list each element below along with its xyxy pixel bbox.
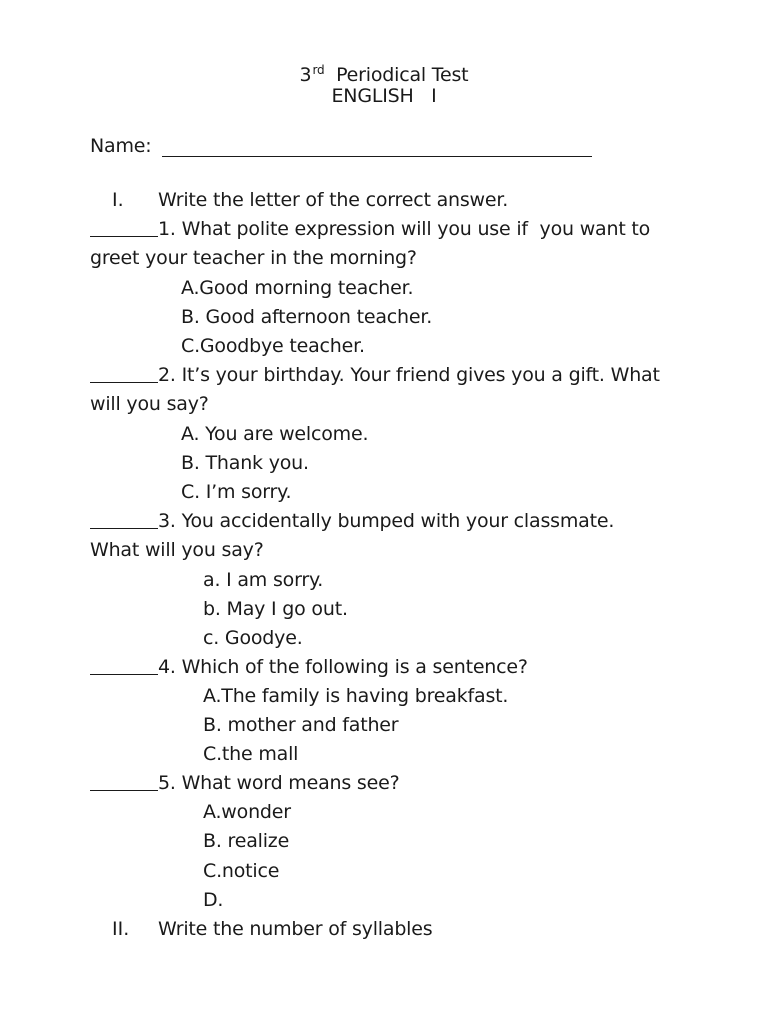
question-2-choice-a: A. You are welcome. <box>181 423 369 445</box>
part1-instruction: Write the letter of the correct answer. <box>158 189 509 211</box>
part2-instruction: Write the number of syllables <box>158 918 433 940</box>
name-field[interactable] <box>162 155 592 157</box>
question-1-choice-b: B. Good afternoon teacher. <box>181 306 433 328</box>
answer-blank-3[interactable] <box>90 510 158 529</box>
part1-numeral: I. <box>112 189 124 211</box>
question-1-choice-c: C.Goodbye teacher. <box>181 335 365 357</box>
question-4-choice-a: A.The family is having breakfast. <box>203 685 509 707</box>
question-5-choice-b: B. realize <box>203 830 290 852</box>
question-3-continued: What will you say? <box>90 539 264 561</box>
question-2-continued: will you say? <box>90 393 209 415</box>
question-1-continued: greet your teacher in the morning? <box>90 247 417 269</box>
subject-text: ENGLISH I <box>331 85 437 107</box>
question-2 <box>90 363 660 387</box>
title-ordinal: 3 <box>299 64 312 86</box>
question-4-choice-c: C.the mall <box>203 743 299 765</box>
answer-blank-5[interactable] <box>90 772 158 791</box>
question-3-choice-a: a. I am sorry. <box>203 569 324 591</box>
question-3-number: 3 <box>158 510 170 532</box>
part2-numeral: II. <box>112 918 130 940</box>
title-suffix: rd <box>312 63 325 77</box>
question-3-text: . You accidentally bumped with your classmate. <box>169 510 615 532</box>
test-subject <box>0 84 768 108</box>
question-5 <box>90 771 399 795</box>
answer-blank-4[interactable] <box>90 656 158 675</box>
question-2-choice-c: C. I’m sorry. <box>181 481 292 503</box>
question-5-text: . What word means see? <box>169 772 400 794</box>
question-4-choice-b: B. mother and father <box>203 714 399 736</box>
question-3 <box>90 509 614 533</box>
question-5-choice-d: D. <box>203 889 224 911</box>
question-3-choice-c: c. Goodye. <box>203 627 303 649</box>
question-1-number: 1 <box>158 218 170 240</box>
question-2-text: . It’s your birthday. Your friend gives you a gift. What <box>169 364 660 386</box>
name-label: Name: <box>90 135 152 157</box>
title-rest: Periodical Test <box>336 64 469 86</box>
answer-blank-2[interactable] <box>90 364 158 383</box>
question-2-number: 2 <box>158 364 170 386</box>
question-5-choice-c: C.notice <box>203 860 280 882</box>
question-1-text: . What polite expression will you use if you want to <box>169 218 651 240</box>
question-1 <box>90 217 650 241</box>
test-title <box>0 58 768 87</box>
question-4-text: . Which of the following is a sentence? <box>169 656 528 678</box>
question-5-choice-a: A.wonder <box>203 801 291 823</box>
answer-blank-1[interactable] <box>90 218 158 237</box>
question-1-choice-a: A.Good morning teacher. <box>181 277 414 299</box>
question-4 <box>90 655 528 679</box>
question-2-choice-b: B. Thank you. <box>181 452 309 474</box>
question-5-number: 5 <box>158 772 170 794</box>
question-4-number: 4 <box>158 656 170 678</box>
question-3-choice-b: b. May I go out. <box>203 598 348 620</box>
